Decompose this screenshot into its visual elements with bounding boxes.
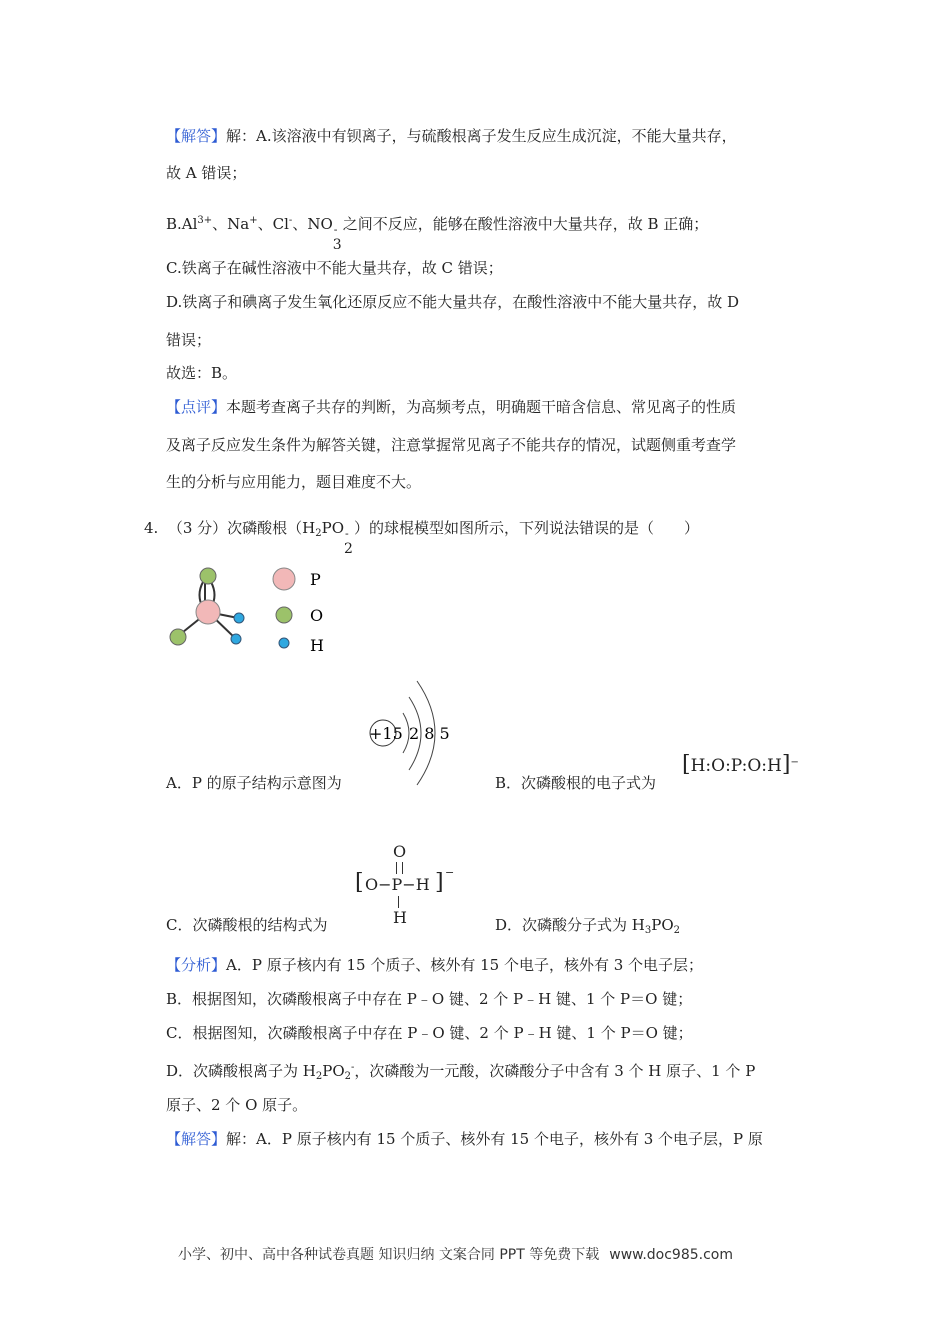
question-number: 4.: [144, 519, 159, 537]
legend-p: P: [310, 570, 321, 589]
prev-answer-line5: D.铁离子和碘离子发生氧化还原反应不能大量共存，在酸性溶液中不能大量共存，故 D: [166, 293, 740, 311]
text: （3 分）次磷酸根（H: [167, 519, 316, 537]
text: A．P 原子核内有 15 个质子、核外有 15 个电子，核外有 3 个电子层；: [226, 956, 704, 974]
comment-line2: 及离子反应发生条件为解答关键，注意掌握常见离子不能共存的情况，试题侧重考查学: [166, 436, 737, 454]
footer: [178, 1244, 733, 1264]
answer-line1: [166, 1129, 763, 1149]
subscript: 2: [673, 925, 681, 936]
subscript: 3: [332, 237, 342, 253]
legend-p-ball: [273, 568, 295, 590]
subscript: 2: [344, 1071, 352, 1082]
text: PO: [651, 916, 674, 934]
answer-tag: 【解答】: [166, 1130, 227, 1148]
mid-chain: O−P−H: [365, 875, 430, 894]
answer-tag: 【解答】: [166, 127, 227, 145]
text: 解：A.该溶液中有钡离子，与硫酸根离子发生反应生成沉淀，不能大量共存，: [226, 127, 737, 145]
analysis-line5: 原子、2 个 O 原子。: [166, 1096, 308, 1114]
comment-tag: 【点评】: [166, 398, 227, 416]
text: ）的球棍模型如图所示，下列说法错误的是（ ）: [354, 519, 700, 537]
hydrogen-atom: [231, 634, 241, 644]
subscript: 2: [344, 541, 353, 557]
shell-electrons: 2 8 5: [409, 724, 450, 743]
legend-h-ball: [279, 638, 289, 648]
text: ，次磷酸为一元酸，次磷酸分子中含有 3 个 H 原子、1 个 P: [354, 1062, 756, 1080]
atom-structure-diagram: [365, 675, 460, 790]
electron-formula: [682, 752, 799, 777]
oxygen-atom: [200, 568, 216, 584]
bracket: [: [355, 870, 364, 895]
option-a: A．P 的原子结构示意图为: [166, 774, 342, 792]
comment-line3: 生的分析与应用能力，题目难度不大。: [166, 473, 422, 491]
option-c: C．次磷酸根的结构式为: [166, 916, 328, 934]
footer-link[interactable]: www.doc985.com: [609, 1247, 733, 1263]
comment-line1: [166, 397, 736, 417]
prev-answer-line4: C.铁离子在碱性溶液中不能大量共存，故 C 错误；: [166, 259, 503, 277]
option-b: B．次磷酸根的电子式为: [495, 774, 657, 792]
text: PO: [322, 1062, 345, 1080]
text: 、Cl: [257, 215, 289, 233]
text: 之间不反应，能够在酸性溶液中大量共存，故 B 正确；: [342, 215, 709, 233]
analysis-line3: C．根据图知，次磷酸根离子中存在 P﹣O 键、2 个 P﹣H 键、1 个 P＝O 键；: [166, 1024, 693, 1042]
question-stem: [144, 518, 700, 557]
text: 本题考查离子共存的判断，为高频考点，明确题干暗含信息、常见离子的性质: [226, 398, 737, 416]
text: 、NO: [292, 215, 333, 233]
analysis-line1: [166, 955, 703, 975]
ball-stick-model: [160, 560, 340, 660]
top-o: O: [393, 842, 407, 861]
prev-answer-line3: [166, 211, 709, 253]
sup: -: [288, 215, 293, 226]
double-bond: [396, 862, 403, 874]
bracket: ]: [435, 870, 444, 895]
prev-answer-line6: 错误；: [166, 331, 212, 349]
text: B.Al: [166, 215, 198, 233]
hydrogen-atom: [234, 613, 244, 623]
single-bond: [398, 896, 399, 908]
analysis-tag: 【分析】: [166, 956, 227, 974]
charge: −: [445, 866, 455, 879]
bracket: ]: [781, 752, 791, 777]
prev-answer-line2: 故 A 错误；: [166, 164, 247, 182]
prev-answer-line7: 故选：B。: [166, 364, 238, 382]
oxygen-atom: [170, 629, 186, 645]
sup: 3+: [197, 215, 213, 226]
text: 、Na: [212, 215, 250, 233]
legend-o-ball: [276, 607, 292, 623]
charge: -: [345, 527, 349, 540]
text: D．次磷酸根离子为 H: [166, 1062, 316, 1080]
structural-formula: [355, 842, 465, 927]
text: D．次磷酸分子式为 H: [495, 916, 645, 934]
option-d: [495, 915, 680, 941]
formula: H:O:P:O:H: [690, 756, 782, 776]
sup: +: [249, 215, 258, 226]
legend-o: O: [310, 606, 324, 625]
text: PO: [321, 519, 345, 537]
charge: −: [790, 757, 799, 768]
subscript: 2: [315, 528, 322, 539]
subscript: 2: [315, 1071, 323, 1082]
charge: -: [333, 223, 338, 236]
subscript: 3: [644, 925, 652, 936]
nucleus-charge: +15: [369, 724, 403, 743]
bottom-h: H: [393, 908, 407, 927]
charge: -: [351, 1062, 355, 1073]
legend-h: H: [310, 636, 324, 655]
bracket: [: [682, 752, 691, 777]
footer-text: 小学、初中、高中各种试卷真题 知识归纳 文案合同 PPT 等免费下载: [178, 1247, 600, 1263]
prev-answer-line1: [166, 126, 737, 146]
phosphorus-atom: [196, 600, 220, 624]
text: 解：A．P 原子核内有 15 个质子、核外有 15 个电子，核外有 3 个电子层，P 原: [226, 1130, 763, 1148]
analysis-line2: B．根据图知，次磷酸根离子中存在 P﹣O 键、2 个 P﹣H 键、1 个 P＝O 键；: [166, 990, 693, 1008]
analysis-line4: [166, 1058, 755, 1087]
